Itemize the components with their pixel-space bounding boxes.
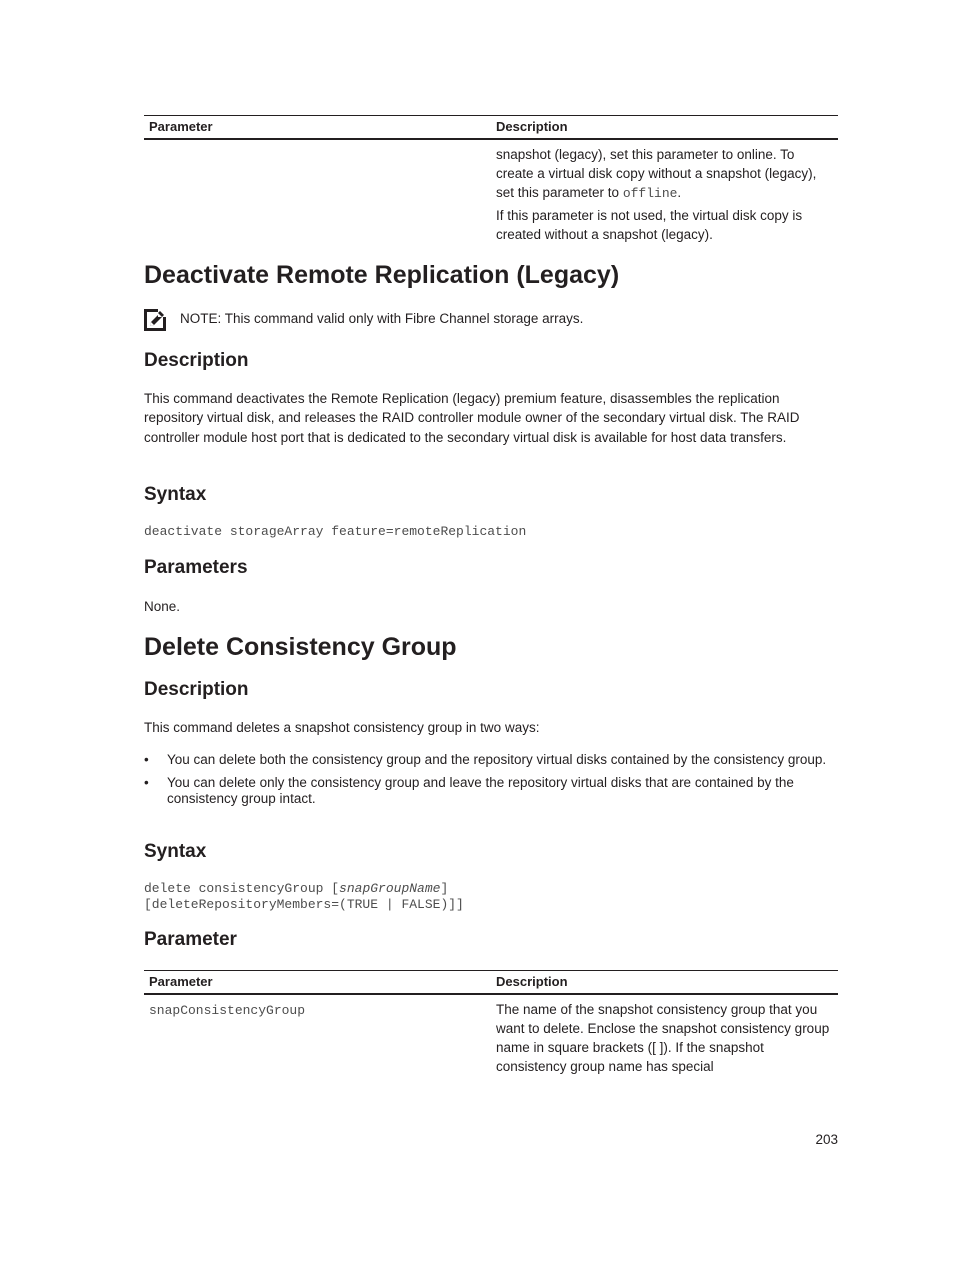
note-label: NOTE: [180, 311, 222, 326]
section-title-deactivate-remote-replication: Deactivate Remote Replication (Legacy) [144, 261, 620, 289]
description-paragraph-2: This command deletes a snapshot consistency group in two ways: [144, 720, 540, 735]
note-content: This command valid only with Fibre Channel storage arrays. [221, 311, 584, 326]
heading-parameters: Parameters [144, 557, 248, 578]
table-header-description: Description [491, 971, 838, 995]
description-paragraph-2: If this parameter is not used, the virtual disk copy is created without a snapshot (legacy). [496, 208, 803, 242]
table-row [144, 139, 838, 247]
description-text: snapshot (legacy), set this parameter to online. To create a virtual disk copy without a snapshot (legacy), set this parameter to [496, 147, 817, 200]
table-cell-description: The name of the snapshot consistency group that you want to delete. Enclose the snapshot consistency group name in square brackets ([ ]). If the snapshot consistency group name has special [496, 1002, 830, 1074]
section-title-delete-consistency-group: Delete Consistency Group [144, 633, 457, 661]
description-text-end: . [677, 185, 682, 200]
heading-syntax-2: Syntax [144, 841, 207, 862]
parameters-none-text: None. [144, 599, 181, 614]
heading-description: Description [144, 350, 249, 371]
code-offline: offline [622, 186, 678, 201]
heading-parameter: Parameter [144, 929, 237, 950]
note-text [180, 309, 583, 328]
parameter-table-continued [144, 115, 838, 247]
table-header-parameter: Parameter [144, 116, 491, 140]
page-number: 203 [815, 1132, 838, 1147]
note-pencil-icon [144, 309, 166, 331]
list-item: • You can delete only the consistency group and leave the repository virtual disks that are contained by the consistency group intact. [144, 775, 838, 808]
heading-syntax: Syntax [144, 484, 207, 505]
heading-description-2: Description [144, 679, 249, 700]
table-header-parameter: Parameter [144, 971, 491, 995]
syntax-code: deactivate storageArray feature=remoteReplication [144, 524, 527, 539]
table-row [144, 994, 838, 1076]
bullet-list [144, 752, 838, 808]
list-item: • You can delete both the consistency group and the repository virtual disks contained by the consistency group. [144, 752, 838, 769]
syntax-code-2: delete consistencyGroup [snapGroupName] [deleteRepositoryMembers=(TRUE | FALSE)]] [144, 881, 464, 912]
table-cell-description [491, 139, 838, 247]
top-parameter-table [144, 115, 838, 247]
parameter-table [144, 970, 838, 1076]
table-cell-parameter [144, 139, 491, 247]
table-cell-parameter: snapConsistencyGroup [149, 1003, 306, 1018]
note-box [144, 309, 838, 331]
table-header-description: Description [491, 116, 838, 140]
description-paragraph: This command deactivates the Remote Replication (legacy) premium feature, disassembles the replication repository virtual disk, and releases the RAID controller module owner of the secondary virtual disk. The RAID controller module host port that is dedicated to the secondary virtual disk is available for host data transfers. [144, 391, 800, 445]
